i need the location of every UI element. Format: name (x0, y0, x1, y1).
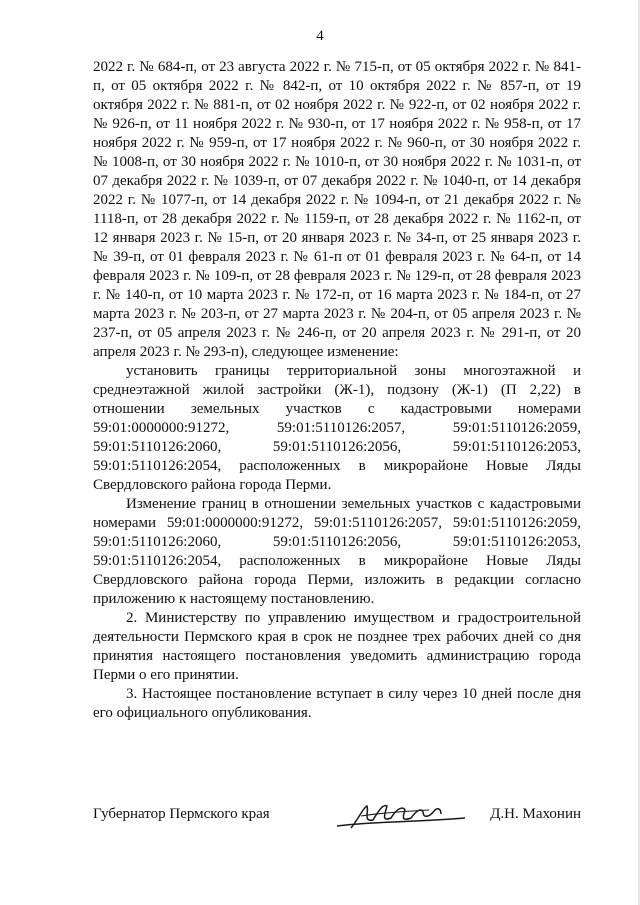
paragraph-zone-boundaries: установить границы территориальной зоны многоэтажной и среднеэтажной жилой застройки (Ж-1), подзону (Ж-1) (П 2,22) в отношении земельных участков с кадастровыми номерами 59:01:0000000:91272, 59:01:5110126:2057, 59:01:5110126:2059, 59:01:5110126:2060, 59:01:5110126:2056, 59:01:5110126:2053, 59:01:5110126:2054, расположенных в микрорайоне Новые Ляды Свердловского района города Перми. (93, 363, 581, 493)
signatory-position: Губернатор Пермского края (93, 806, 270, 822)
paragraph-amendment-list: 2022 г. № 684-п, от 23 августа 2022 г. № 715-п, от 05 октября 2022 г. № 841-п, от 05 октября 2022 г. № 842-п, от 10 октября 2022 г. № 857-п, от 19 октября 2022 г. № 881-п, от 02 ноября 2022 г. № 922-п, от 02 ноября 2022 г. № 926-п, от 11 ноября 2022 г. № 930-п, от 17 ноября 2022 г. № 958-п, от 17 ноября 2022 г. № 959-п, от 17 ноября 2022 г. № 960-п, от 30 ноября 2022 г. № 1008-п, от 30 ноября 2022 г. № 1010-п, от 30 ноября 2022 г. № 1031-п, от 07 декабря 2022 г. № 1039-п, от 07 декабря 2022 г. № 1040-п, от 14 декабря 2022 г. № 1077-п, от 14 декабря 2022 г. № 1094-п, от 21 декабря 2022 г. № 1118-п, от 28 декабря 2022 г. № 1159-п, от 28 декабря 2022 г. № 1162-п, от 12 января 2023 г. № 15-п, от 20 января 2023 г. № 34-п, от 25 января 2023 г. № 39-п, от 01 февраля 2023 г. № 61-п от 01 февраля 2023 г. № 64-п, от 14 февраля 2023 г. № 109-п, от 28 февраля 2023 г. № 129-п, от 28 февраля 2023 г. № 140-п, от 10 марта 2023 г. № 172-п, от 16 марта 2023 г. № 184-п, от 27 марта 2023 г. № 203-п, от 27 марта 2023 г. № 204-п, от 05 апреля 2023 г. № 237-п, от 05 апреля 2023 г. № 246-п, от 20 апреля 2023 г. № 291-п, от 20 апреля 2023 г. № 293-п), следующее изменение: (93, 59, 581, 360)
paragraph-item-2: 2. Министерству по управлению имуществом и градостроительной деятельности Пермского края в срок не позднее трех рабочих дней со дня принятия настоящего постановления уведомить администрацию города Перми о его принятии. (93, 610, 581, 683)
signature-block (93, 800, 581, 830)
handwritten-signature (333, 800, 468, 834)
signatory-name: Д.Н. Махонин (490, 806, 581, 822)
document-body (93, 58, 581, 723)
paragraph-boundary-change: Изменение границ в отношении земельных участков с кадастровыми номерами 59:01:0000000:91272, 59:01:5110126:2057, 59:01:5110126:2059, 59:01:5110126:2060, 59:01:5110126:2056, 59:01:5110126:2053, 59:01:5110126:2054, расположенных в микрорайоне Новые Ляды Свердловского района города Перми, изложить в редакции согласно приложению к настоящему постановлению. (93, 496, 581, 607)
page-number: 4 (316, 28, 324, 44)
paragraph-item-3: 3. Настоящее постановление вступает в силу через 10 дней после дня его официального опубликования. (93, 686, 581, 721)
